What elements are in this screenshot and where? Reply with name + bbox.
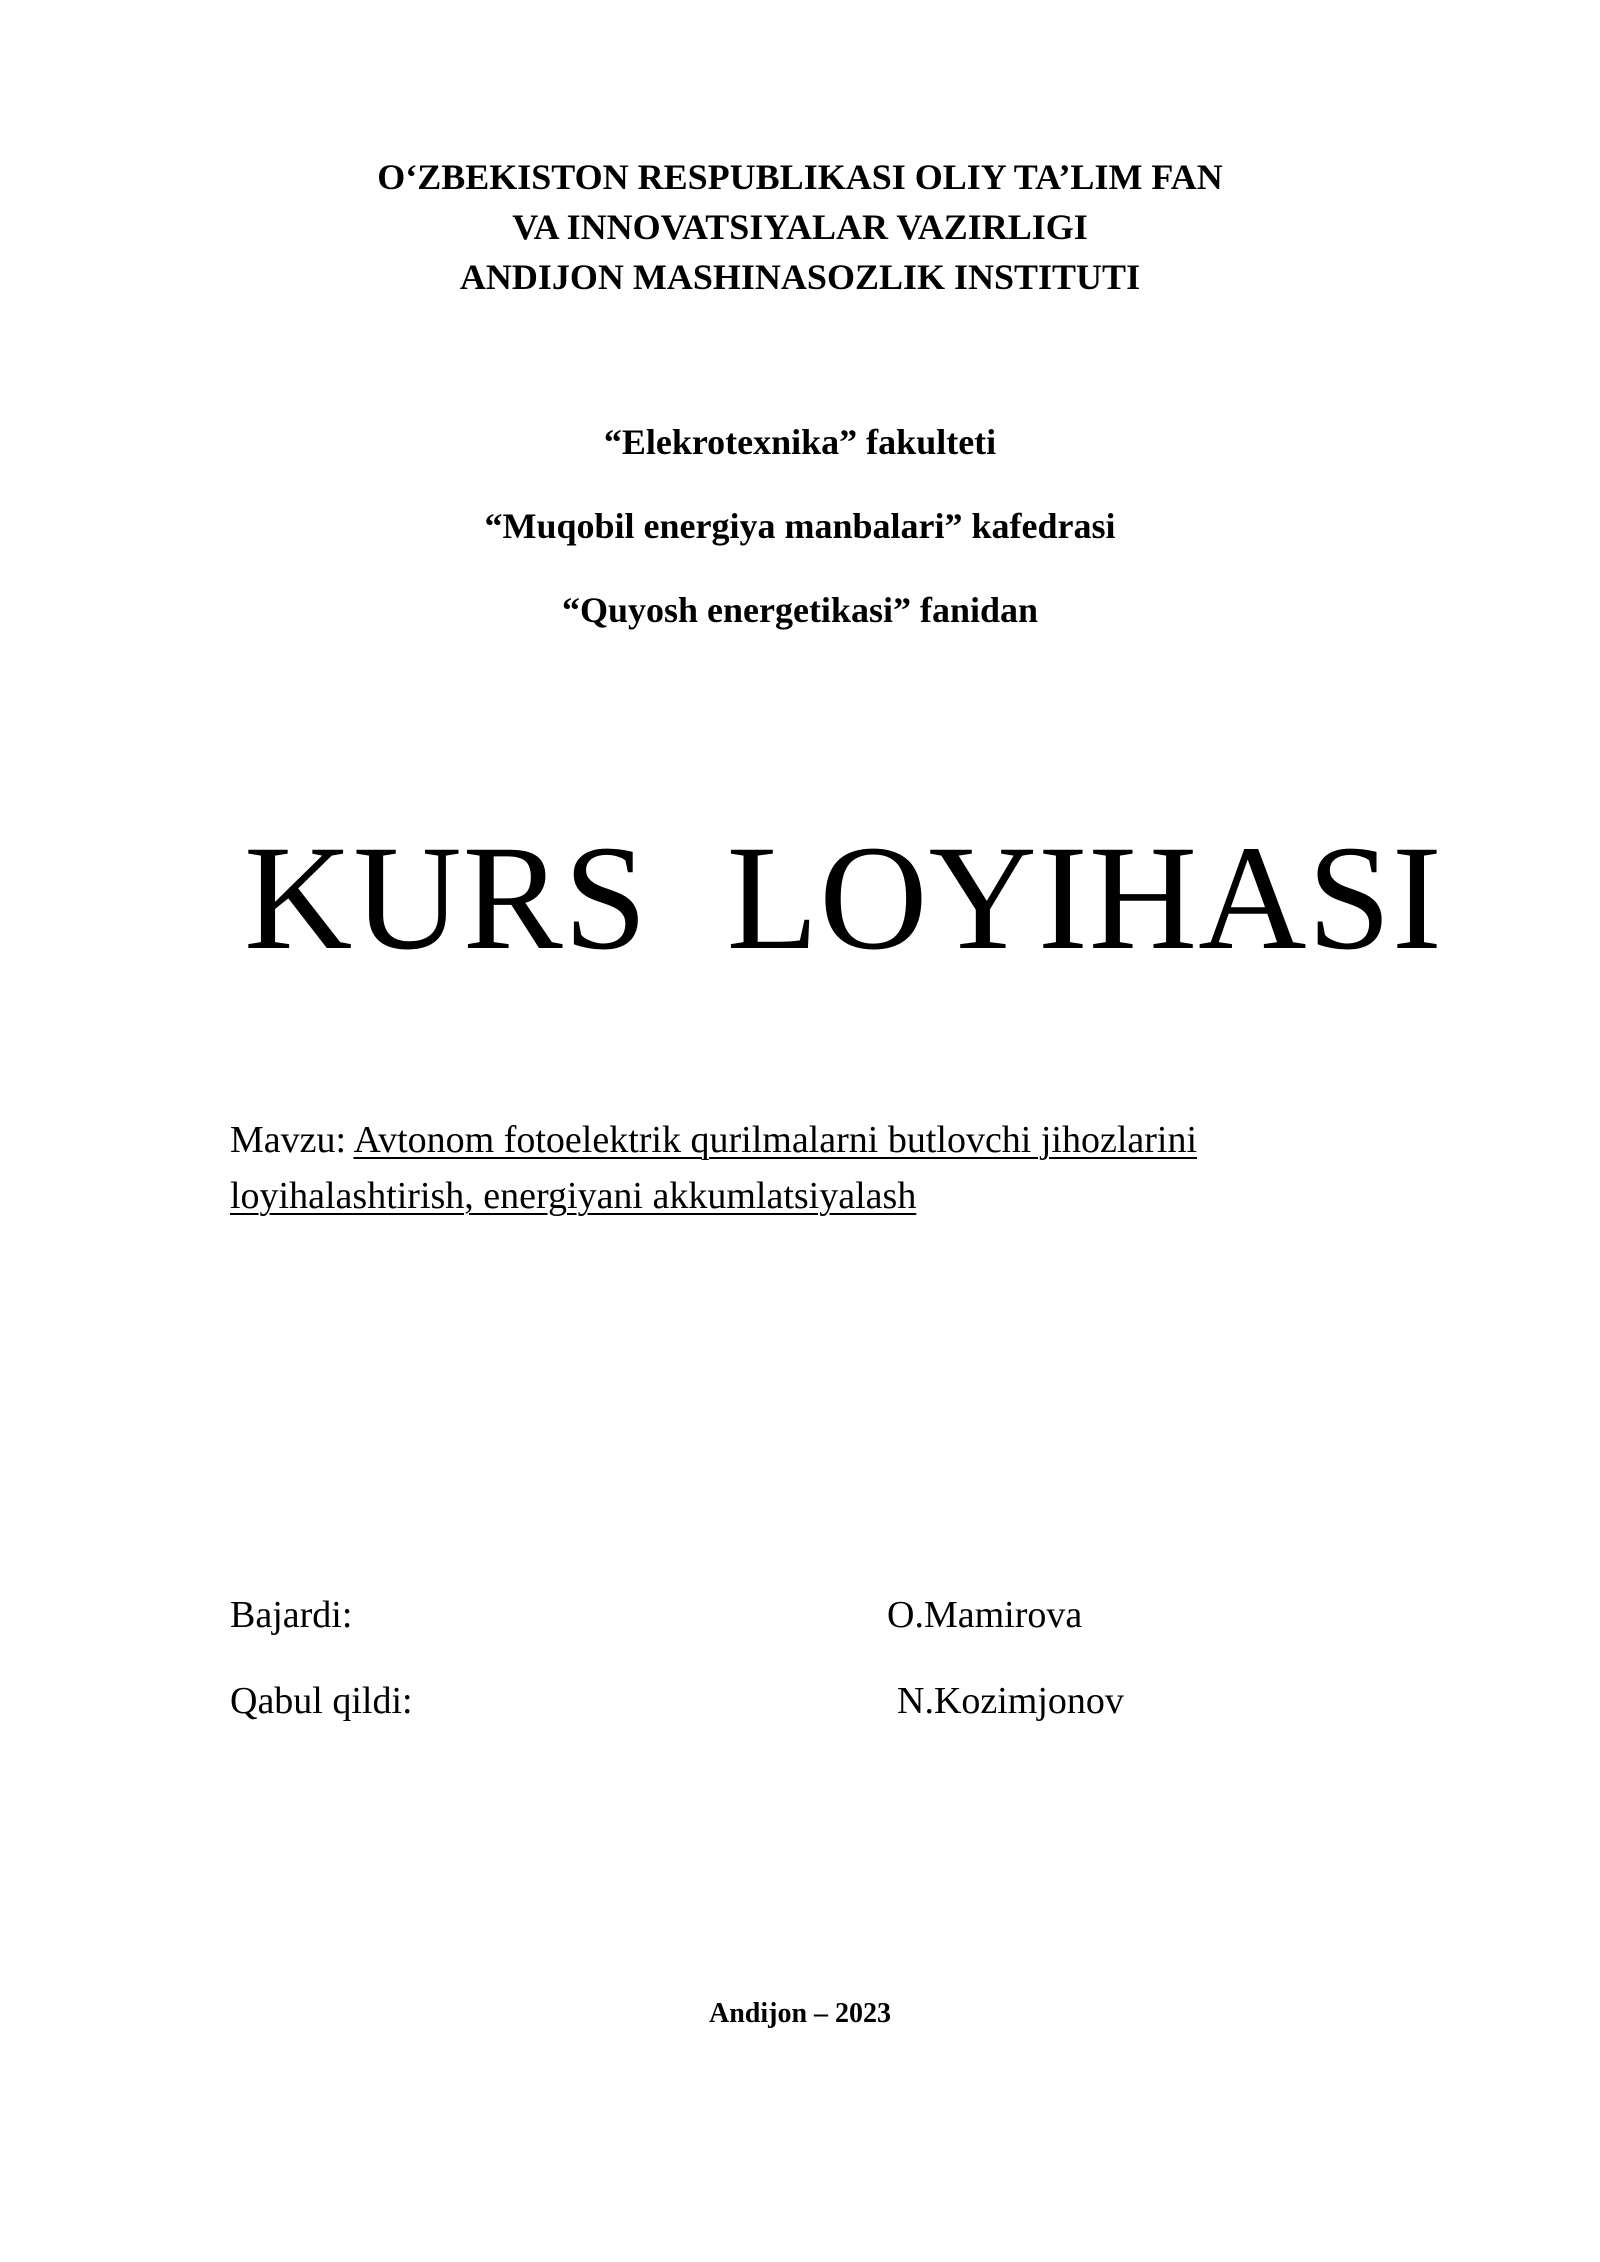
performed-name: O.Mamirova bbox=[887, 1594, 1083, 1636]
faculty-name: “Elekrotexnika” fakulteti bbox=[603, 422, 997, 462]
accepted-label: Qabul qildi: bbox=[230, 1680, 413, 1722]
ministry-line-2: VA INNOVATSIYALAR VAZIRLIGI bbox=[512, 207, 1088, 247]
place-year: Andijon – 2023 bbox=[708, 1998, 892, 2029]
accepted-name: N.Kozimjonov bbox=[897, 1680, 1124, 1722]
topic-text-line-1: Avtonom fotoelektrik qurilmalarni butlovchi jihozlarini bbox=[353, 1119, 1198, 1161]
institute-name: ANDIJON MASHINASOZLIK INSTITUTI bbox=[459, 257, 1141, 297]
performed-label: Bajardi: bbox=[230, 1594, 353, 1636]
department-name: “Muqobil energiya manbalari” kafedrasi bbox=[484, 506, 1116, 546]
topic-label: Mavzu: bbox=[230, 1119, 354, 1161]
topic-text-line-2: loyihalashtirish, energiyani akkumlatsiyalash bbox=[230, 1175, 917, 1217]
subject-name: “Quyosh energetikasi” fanidan bbox=[561, 590, 1039, 630]
ministry-line-1: O‘ZBEKISTON RESPUBLIKASI OLIY TA’LIM FAN bbox=[377, 157, 1223, 197]
ministry-header bbox=[0, 152, 1600, 302]
topic-block bbox=[230, 1112, 1430, 1224]
document-title: KURS LOYIHASI bbox=[244, 815, 1443, 981]
